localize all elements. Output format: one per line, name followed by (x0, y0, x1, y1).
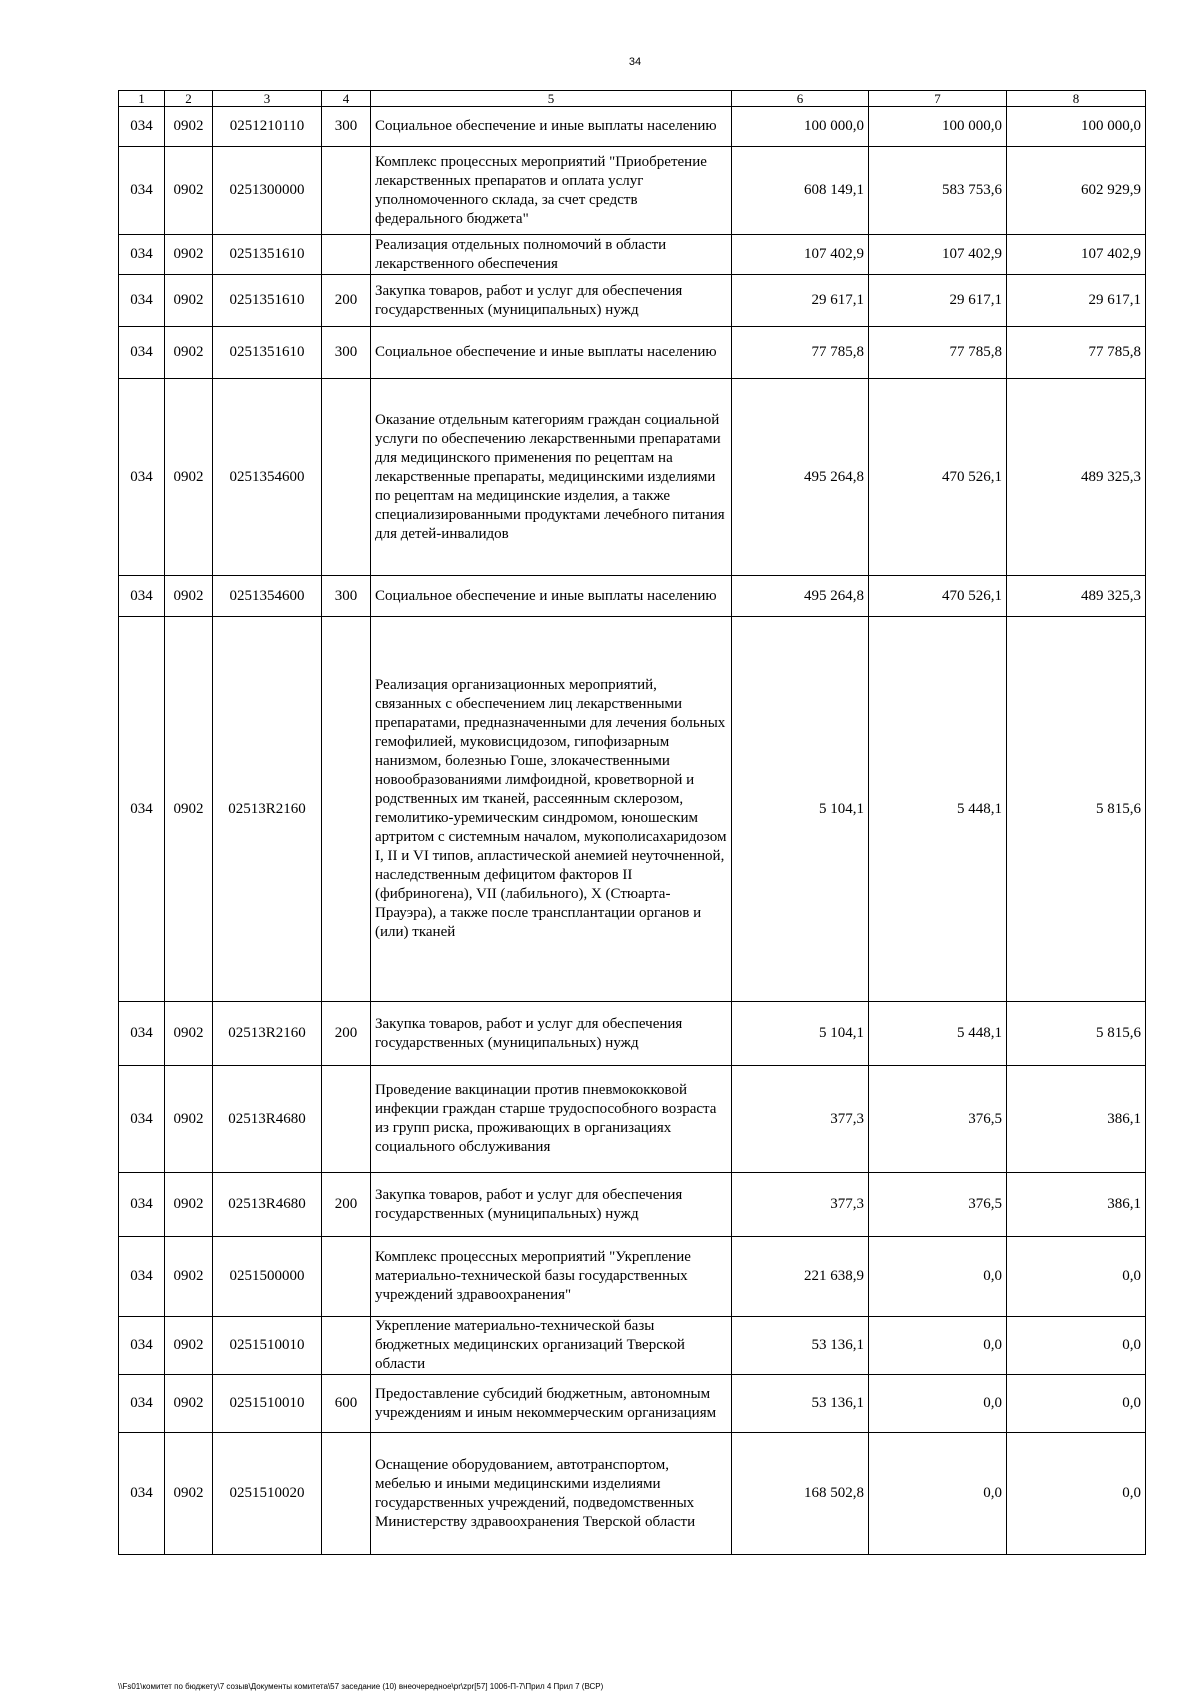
gr-code-cell: 034 (119, 576, 165, 617)
gr-code-cell: 034 (119, 1002, 165, 1066)
table-row (119, 576, 1146, 617)
amount-year2-cell: 0,0 (869, 1317, 1007, 1375)
target-article-cell: 02513R2160 (213, 617, 322, 1002)
amount-year2-cell: 77 785,8 (869, 327, 1007, 379)
amount-year3-cell: 100 000,0 (1007, 107, 1146, 147)
target-article-cell: 02513R4680 (213, 1173, 322, 1237)
amount-year1-cell: 377,3 (732, 1173, 869, 1237)
amount-year1-cell: 5 104,1 (732, 1002, 869, 1066)
target-article-cell: 02513R4680 (213, 1066, 322, 1173)
amount-year3-cell: 0,0 (1007, 1237, 1146, 1317)
amount-year2-cell: 107 402,9 (869, 235, 1007, 275)
column-header: 2 (165, 91, 213, 107)
gr-code-cell: 034 (119, 1173, 165, 1237)
table-row (119, 1317, 1146, 1375)
table-row (119, 235, 1146, 275)
expense-type-cell: 200 (322, 1173, 371, 1237)
description-cell: Закупка товаров, работ и услуг для обеспечения государственных (муниципальных) нужд (371, 275, 732, 327)
section-code-cell: 0902 (165, 576, 213, 617)
target-article-cell: 0251300000 (213, 147, 322, 235)
section-code-cell: 0902 (165, 327, 213, 379)
amount-year1-cell: 53 136,1 (732, 1375, 869, 1433)
description-cell: Оказание отдельным категориям граждан социальной услуги по обеспечению лекарственными препаратами для медицинского применения по рецептам на лекарственные препараты, медицинскими изделиями по рецептам на медицинские изделия, а также специализированными продуктами лечебного питания для детей-инвалидов (371, 379, 732, 576)
section-code-cell: 0902 (165, 1066, 213, 1173)
table-row (119, 1066, 1146, 1173)
column-header: 8 (1007, 91, 1146, 107)
gr-code-cell: 034 (119, 1066, 165, 1173)
expense-type-cell (322, 1237, 371, 1317)
amount-year2-cell: 29 617,1 (869, 275, 1007, 327)
amount-year2-cell: 376,5 (869, 1173, 1007, 1237)
section-code-cell: 0902 (165, 1237, 213, 1317)
description-cell: Предоставление субсидий бюджетным, автономным учреждениям и иным некоммерческим организациям (371, 1375, 732, 1433)
amount-year1-cell: 107 402,9 (732, 235, 869, 275)
description-cell: Реализация отдельных полномочий в области лекарственного обеспечения (371, 235, 732, 275)
amount-year1-cell: 608 149,1 (732, 147, 869, 235)
amount-year2-cell: 0,0 (869, 1433, 1007, 1555)
table-row (119, 379, 1146, 576)
amount-year2-cell: 5 448,1 (869, 1002, 1007, 1066)
target-article-cell: 0251354600 (213, 379, 322, 576)
amount-year3-cell: 489 325,3 (1007, 379, 1146, 576)
target-article-cell: 0251510020 (213, 1433, 322, 1555)
description-cell: Социальное обеспечение и иные выплаты населению (371, 107, 732, 147)
table-row (119, 1002, 1146, 1066)
gr-code-cell: 034 (119, 617, 165, 1002)
page-number: 34 (628, 56, 642, 68)
amount-year2-cell: 470 526,1 (869, 379, 1007, 576)
description-cell: Реализация организационных мероприятий, связанных с обеспечением лиц лекарственными препаратами, предназначенными для лечения больных гемофилией, муковисцидозом, гипофизарным нанизмом, болезнью Гоше, злокачественными новообразованиями лимфоидной, кроветворной и родственных им тканей, рассеянным склерозом, гемолитико-уремическим синдромом, юношеским артритом с системным началом, мукополисахаридозом I, II и VI типов, апластической анемией неуточненной, наследственным дефицитом факторов II (фибриногена), VII (лабильного), X (Стюарта-Прауэра), а также после трансплантации органов и (или) тканей (371, 617, 732, 1002)
expense-type-cell: 300 (322, 327, 371, 379)
target-article-cell: 0251510010 (213, 1375, 322, 1433)
expense-type-cell (322, 617, 371, 1002)
expense-type-cell (322, 1066, 371, 1173)
amount-year1-cell: 5 104,1 (732, 617, 869, 1002)
gr-code-cell: 034 (119, 327, 165, 379)
gr-code-cell: 034 (119, 1317, 165, 1375)
section-code-cell: 0902 (165, 147, 213, 235)
description-cell: Укрепление материально-технической базы бюджетных медицинских организаций Тверской области (371, 1317, 732, 1375)
amount-year1-cell: 495 264,8 (732, 379, 869, 576)
table-body (119, 107, 1146, 1555)
header-row (119, 91, 1146, 107)
amount-year1-cell: 29 617,1 (732, 275, 869, 327)
amount-year2-cell: 0,0 (869, 1375, 1007, 1433)
gr-code-cell: 034 (119, 235, 165, 275)
target-article-cell: 0251500000 (213, 1237, 322, 1317)
description-cell: Комплекс процессных мероприятий "Приобретение лекарственных препаратов и оплата услуг уполномоченного склада, за счет средств федерального бюджета" (371, 147, 732, 235)
amount-year3-cell: 489 325,3 (1007, 576, 1146, 617)
table-row (119, 617, 1146, 1002)
section-code-cell: 0902 (165, 1173, 213, 1237)
amount-year3-cell: 107 402,9 (1007, 235, 1146, 275)
gr-code-cell: 034 (119, 379, 165, 576)
description-cell: Закупка товаров, работ и услуг для обеспечения государственных (муниципальных) нужд (371, 1173, 732, 1237)
section-code-cell: 0902 (165, 1002, 213, 1066)
section-code-cell: 0902 (165, 235, 213, 275)
section-code-cell: 0902 (165, 107, 213, 147)
amount-year1-cell: 168 502,8 (732, 1433, 869, 1555)
amount-year2-cell: 0,0 (869, 1237, 1007, 1317)
column-header: 1 (119, 91, 165, 107)
description-cell: Комплекс процессных мероприятий "Укрепление материально-технической базы государственных учреждений здравоохранения" (371, 1237, 732, 1317)
target-article-cell: 0251510010 (213, 1317, 322, 1375)
expense-type-cell: 200 (322, 275, 371, 327)
target-article-cell: 0251351610 (213, 275, 322, 327)
amount-year1-cell: 77 785,8 (732, 327, 869, 379)
column-header: 7 (869, 91, 1007, 107)
table-row (119, 275, 1146, 327)
column-header: 3 (213, 91, 322, 107)
table-row (119, 1433, 1146, 1555)
target-article-cell: 0251351610 (213, 235, 322, 275)
section-code-cell: 0902 (165, 1317, 213, 1375)
description-cell: Оснащение оборудованием, автотранспортом, мебелью и иными медицинскими изделиями государственных учреждений, подведомственных Министерству здравоохранения Тверской области (371, 1433, 732, 1555)
column-header: 6 (732, 91, 869, 107)
gr-code-cell: 034 (119, 1237, 165, 1317)
amount-year3-cell: 77 785,8 (1007, 327, 1146, 379)
target-article-cell: 02513R2160 (213, 1002, 322, 1066)
amount-year2-cell: 100 000,0 (869, 107, 1007, 147)
amount-year1-cell: 53 136,1 (732, 1317, 869, 1375)
amount-year1-cell: 495 264,8 (732, 576, 869, 617)
expense-type-cell: 300 (322, 107, 371, 147)
amount-year3-cell: 0,0 (1007, 1317, 1146, 1375)
section-code-cell: 0902 (165, 617, 213, 1002)
amount-year3-cell: 386,1 (1007, 1173, 1146, 1237)
amount-year1-cell: 221 638,9 (732, 1237, 869, 1317)
expense-type-cell (322, 1433, 371, 1555)
gr-code-cell: 034 (119, 147, 165, 235)
table-row (119, 147, 1146, 235)
table-row (119, 1237, 1146, 1317)
table-row (119, 327, 1146, 379)
amount-year2-cell: 376,5 (869, 1066, 1007, 1173)
description-cell: Закупка товаров, работ и услуг для обеспечения государственных (муниципальных) нужд (371, 1002, 732, 1066)
column-header: 4 (322, 91, 371, 107)
amount-year2-cell: 5 448,1 (869, 617, 1007, 1002)
gr-code-cell: 034 (119, 1375, 165, 1433)
amount-year2-cell: 583 753,6 (869, 147, 1007, 235)
amount-year1-cell: 377,3 (732, 1066, 869, 1173)
description-cell: Проведение вакцинации против пневмококковой инфекции граждан старше трудоспособного возраста из групп риска, проживающих в организациях социального обслуживания (371, 1066, 732, 1173)
target-article-cell: 0251354600 (213, 576, 322, 617)
table-row (119, 107, 1146, 147)
footer-file-path: \\Fs01\комитет по бюджету\7 созыв\Документы комитета\57 заседание (10) внеочередное\pr\zpr[57] 1006-П-7\Прил 4 Прил 7 (ВСР) (118, 1682, 604, 1691)
table-row (119, 1173, 1146, 1237)
gr-code-cell: 034 (119, 107, 165, 147)
section-code-cell: 0902 (165, 1375, 213, 1433)
section-code-cell: 0902 (165, 275, 213, 327)
amount-year3-cell: 0,0 (1007, 1375, 1146, 1433)
description-cell: Социальное обеспечение и иные выплаты населению (371, 327, 732, 379)
expense-type-cell: 200 (322, 1002, 371, 1066)
section-code-cell: 0902 (165, 379, 213, 576)
expense-type-cell (322, 147, 371, 235)
amount-year1-cell: 100 000,0 (732, 107, 869, 147)
amount-year2-cell: 470 526,1 (869, 576, 1007, 617)
amount-year3-cell: 5 815,6 (1007, 617, 1146, 1002)
table-row (119, 1375, 1146, 1433)
gr-code-cell: 034 (119, 275, 165, 327)
amount-year3-cell: 29 617,1 (1007, 275, 1146, 327)
description-cell: Социальное обеспечение и иные выплаты населению (371, 576, 732, 617)
target-article-cell: 0251351610 (213, 327, 322, 379)
expense-type-cell (322, 1317, 371, 1375)
target-article-cell: 0251210110 (213, 107, 322, 147)
expense-type-cell (322, 379, 371, 576)
expense-type-cell: 600 (322, 1375, 371, 1433)
section-code-cell: 0902 (165, 1433, 213, 1555)
gr-code-cell: 034 (119, 1433, 165, 1555)
column-header: 5 (371, 91, 732, 107)
amount-year3-cell: 0,0 (1007, 1433, 1146, 1555)
amount-year3-cell: 602 929,9 (1007, 147, 1146, 235)
amount-year3-cell: 386,1 (1007, 1066, 1146, 1173)
expense-type-cell (322, 235, 371, 275)
expense-type-cell: 300 (322, 576, 371, 617)
budget-table (118, 90, 1146, 1555)
amount-year3-cell: 5 815,6 (1007, 1002, 1146, 1066)
